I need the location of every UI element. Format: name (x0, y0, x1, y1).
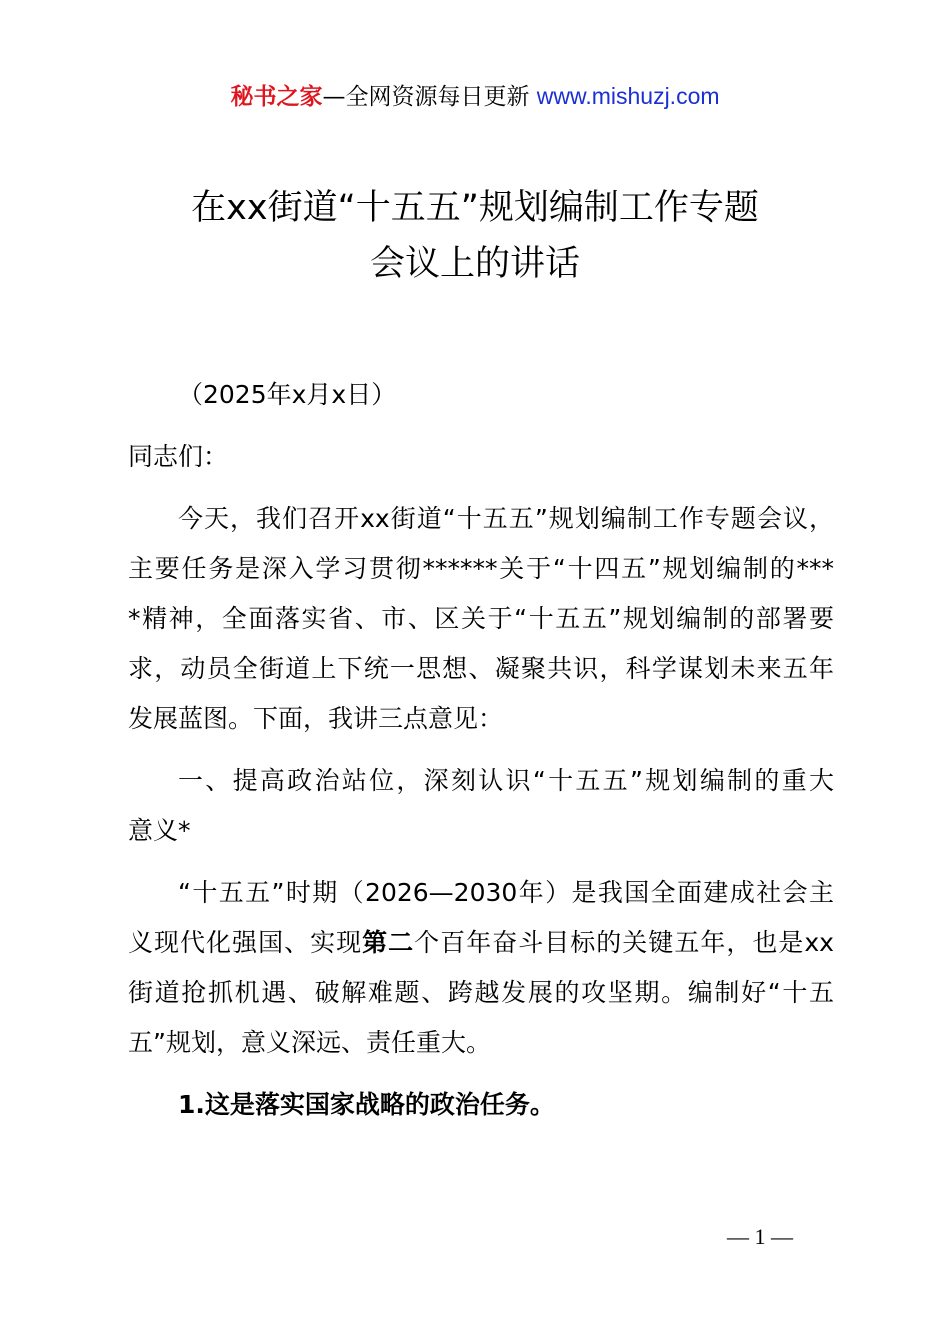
section-heading-line: 一、提高政治站位，深刻认识“十五五”规划编制的重大 (178, 766, 834, 795)
section-heading-line: 意义* (128, 816, 191, 845)
site-header (0, 80, 950, 113)
paragraph-line: 发展蓝图。下面，我讲三点意见： (128, 704, 504, 733)
title-line-1: 在xx街道“十五五”规划编制工作专题 (191, 188, 759, 228)
site-brand: 秘书之家 (230, 84, 323, 110)
paragraph-line: “十五五”时期（2026—2030年）是我国全面建成社会主 (178, 878, 834, 907)
greeting: 同志们： (128, 442, 229, 471)
paragraph-line: 今天，我们召开xx街道“十五五”规划编制工作专题会议， (178, 504, 834, 533)
bold-text: 第二 (362, 928, 415, 957)
paragraph-line: 主要任务是深入学习贯彻******关于“十四五”规划编制的*** (128, 554, 834, 583)
subheading-1: 1.这是落实国家战略的政治任务。 (178, 1090, 555, 1119)
paragraph-significance (128, 868, 834, 1068)
paragraph-line: 街道抢抓机遇、破解难题、跨越发展的攻坚期。编制好“十五 (128, 978, 834, 1007)
site-url[interactable]: www.mishuzj.com (536, 83, 720, 109)
paragraph-line: *精神，全面落实省、市、区关于“十五五”规划编制的部署要 (128, 604, 834, 633)
text-segment: 个百年奋斗目标的关键五年，也是xx (414, 928, 834, 957)
paragraph-line: 求，动员全街道上下统一思想、凝聚共识，科学谋划未来五年 (128, 654, 834, 683)
paragraph-line (128, 918, 834, 968)
text-segment: 义现代化强国、实现 (128, 928, 363, 957)
paragraph-intro (128, 494, 834, 744)
section-heading-1 (128, 756, 834, 856)
title-line-2: 会议上的讲话 (369, 244, 580, 284)
page-number: — 1 — (727, 1224, 793, 1249)
paragraph-line: 五”规划，意义深远、责任重大。 (128, 1028, 491, 1057)
site-slogan: —全网资源每日更新 (322, 84, 537, 110)
speech-date: （2025年x月x日） (178, 380, 397, 409)
document-title (0, 180, 950, 292)
